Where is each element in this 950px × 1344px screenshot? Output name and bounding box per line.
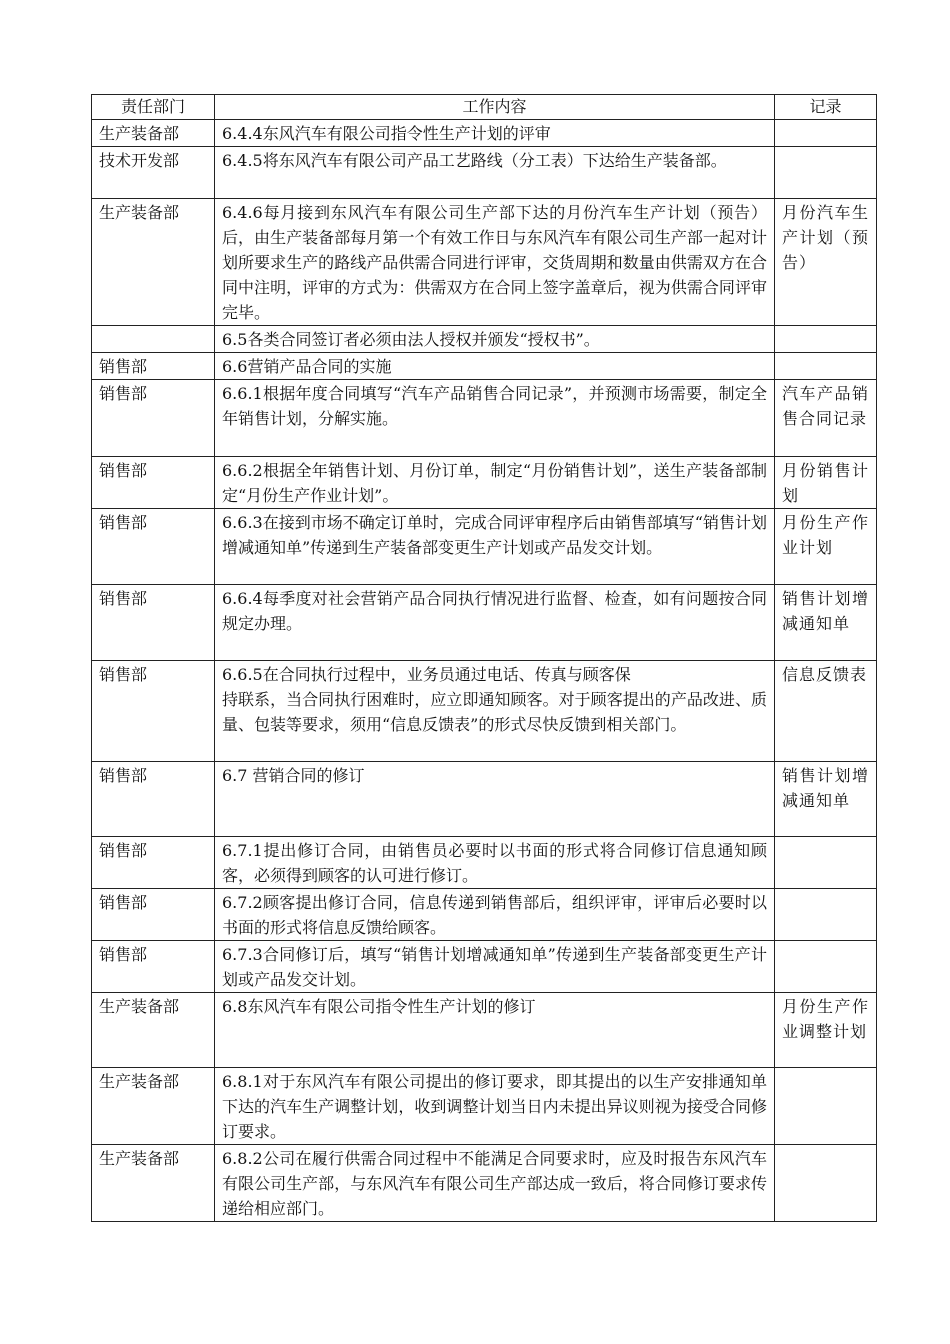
content-cell: 6.6.3在接到市场不确定订单时，完成合同评审程序后由销售部填写“销售计划增减通知单”传递到生产装备部变更生产计划或产品发交计划。 bbox=[215, 509, 775, 585]
dept-cell: 生产装备部 bbox=[92, 120, 215, 147]
table-row bbox=[92, 1145, 877, 1222]
table-row bbox=[92, 509, 877, 585]
record-cell: 销售计划增减通知单 bbox=[775, 762, 877, 837]
record-cell bbox=[775, 941, 877, 993]
dept-cell: 销售部 bbox=[92, 941, 215, 993]
table-row bbox=[92, 941, 877, 993]
record-cell: 月份汽车生产计划（预告） bbox=[775, 199, 877, 326]
content-line: 6.6.5在合同执行过程中，业务员通过电话、传真与顾客保 bbox=[222, 665, 631, 684]
table-row bbox=[92, 661, 877, 762]
table-row bbox=[92, 120, 877, 147]
table-row bbox=[92, 326, 877, 353]
procedure-table bbox=[91, 94, 877, 1222]
header-content: 工作内容 bbox=[215, 95, 775, 120]
record-cell: 月份生产作业调整计划 bbox=[775, 993, 877, 1068]
record-cell bbox=[775, 326, 877, 353]
dept-cell: 销售部 bbox=[92, 353, 215, 380]
content-cell: 6.8东风汽车有限公司指令性生产计划的修订 bbox=[215, 993, 775, 1068]
record-cell: 汽车产品销售合同记录 bbox=[775, 380, 877, 457]
table-row bbox=[92, 889, 877, 941]
dept-cell: 生产装备部 bbox=[92, 1068, 215, 1145]
dept-cell: 销售部 bbox=[92, 661, 215, 762]
record-cell bbox=[775, 120, 877, 147]
content-line: 持联系，当合同执行困难时，应立即通知顾客。对于顾客提出的产品改进、质量、包装等要求，须用“信息反馈表”的形式尽快反馈到相关部门。 bbox=[222, 690, 767, 734]
record-cell: 销售计划增减通知单 bbox=[775, 585, 877, 661]
content-cell: 6.6营销产品合同的实施 bbox=[215, 353, 775, 380]
content-cell: 6.7.3合同修订后，填写“销售计划增减通知单”传递到生产装备部变更生产计划或产品发交计划。 bbox=[215, 941, 775, 993]
content-cell: 6.8.2公司在履行供需合同过程中不能满足合同要求时，应及时报告东风汽车有限公司生产部，与东风汽车有限公司生产部达成一致后，将合同修订要求传递给相应部门。 bbox=[215, 1145, 775, 1222]
dept-cell: 生产装备部 bbox=[92, 1145, 215, 1222]
dept-cell: 销售部 bbox=[92, 457, 215, 509]
record-cell bbox=[775, 889, 877, 941]
dept-cell: 生产装备部 bbox=[92, 993, 215, 1068]
record-cell bbox=[775, 353, 877, 380]
content-cell: 6.4.4东风汽车有限公司指令性生产计划的评审 bbox=[215, 120, 775, 147]
table-row bbox=[92, 585, 877, 661]
content-cell: 6.8.1对于东风汽车有限公司提出的修订要求，即其提出的以生产安排通知单下达的汽车生产调整计划，收到调整计划当日内未提出异议则视为接受合同修订要求。 bbox=[215, 1068, 775, 1145]
content-cell bbox=[215, 661, 775, 762]
table-row bbox=[92, 147, 877, 199]
record-cell bbox=[775, 1068, 877, 1145]
dept-cell: 销售部 bbox=[92, 585, 215, 661]
content-cell: 6.6.1根据年度合同填写“汽车产品销售合同记录”，并预测市场需要，制定全年销售计划，分解实施。 bbox=[215, 380, 775, 457]
content-cell: 6.7.2顾客提出修订合同，信息传递到销售部后，组织评审，评审后必要时以书面的形式将信息反馈给顾客。 bbox=[215, 889, 775, 941]
table-row bbox=[92, 199, 877, 326]
record-cell bbox=[775, 1145, 877, 1222]
content-cell: 6.6.2根据全年销售计划、月份订单，制定“月份销售计划”，送生产装备部制定“月份生产作业计划”。 bbox=[215, 457, 775, 509]
record-cell: 月份销售计划 bbox=[775, 457, 877, 509]
header-dept: 责任部门 bbox=[92, 95, 215, 120]
table-row bbox=[92, 353, 877, 380]
content-cell: 6.4.6每月接到东风汽车有限公司生产部下达的月份汽车生产计划（预告）后，由生产装备部每月第一个有效工作日与东风汽车有限公司生产部一起对计划所要求生产的路线产品供需合同进行评审，交货周期和数量由供需双方在合同中注明，评审的方式为：供需双方在合同上签字盖章后，视为供需合同评审完毕。 bbox=[215, 199, 775, 326]
content-cell: 6.6.4每季度对社会营销产品合同执行情况进行监督、检查，如有问题按合同规定办理。 bbox=[215, 585, 775, 661]
content-cell: 6.7.1提出修订合同，由销售员必要时以书面的形式将合同修订信息通知顾客，必须得到顾客的认可进行修订。 bbox=[215, 837, 775, 889]
content-cell: 6.7 营销合同的修订 bbox=[215, 762, 775, 837]
record-cell bbox=[775, 837, 877, 889]
table-header-row bbox=[92, 95, 877, 120]
record-cell: 月份生产作业计划 bbox=[775, 509, 877, 585]
table-row bbox=[92, 457, 877, 509]
dept-cell: 销售部 bbox=[92, 837, 215, 889]
content-cell: 6.4.5将东风汽车有限公司产品工艺路线（分工表）下达给生产装备部。 bbox=[215, 147, 775, 199]
record-cell bbox=[775, 147, 877, 199]
table-row bbox=[92, 1068, 877, 1145]
table-row bbox=[92, 993, 877, 1068]
content-cell: 6.5各类合同签订者必须由法人授权并颁发“授权书”。 bbox=[215, 326, 775, 353]
table-row bbox=[92, 837, 877, 889]
dept-cell bbox=[92, 326, 215, 353]
dept-cell: 销售部 bbox=[92, 762, 215, 837]
dept-cell: 技术开发部 bbox=[92, 147, 215, 199]
dept-cell: 销售部 bbox=[92, 380, 215, 457]
header-record: 记录 bbox=[775, 95, 877, 120]
dept-cell: 销售部 bbox=[92, 509, 215, 585]
table-row bbox=[92, 762, 877, 837]
record-cell: 信息反馈表 bbox=[775, 661, 877, 762]
dept-cell: 销售部 bbox=[92, 889, 215, 941]
dept-cell: 生产装备部 bbox=[92, 199, 215, 326]
table-row bbox=[92, 380, 877, 457]
